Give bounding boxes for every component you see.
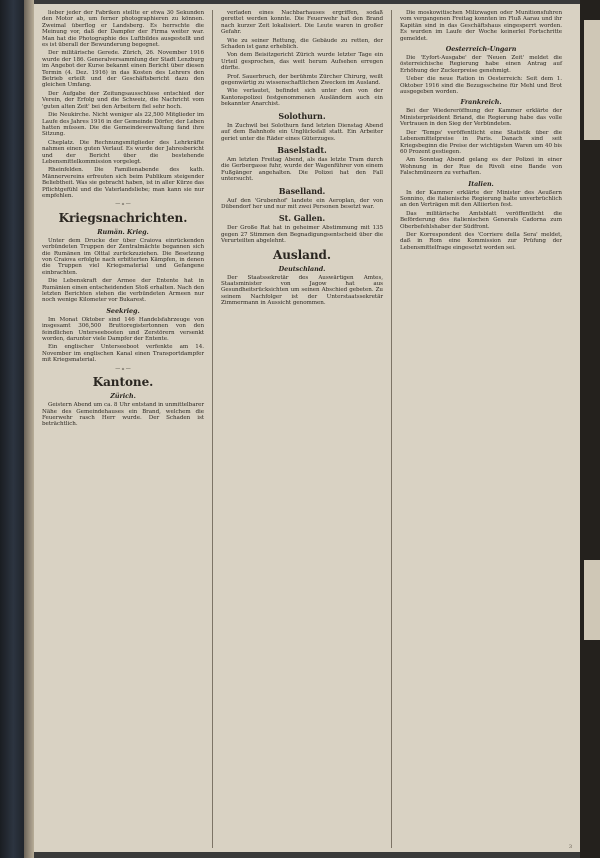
article-paragraph: In Zuchwil bei Solothurn fand letzten Dienstag Abend auf dem Bahnhofe ein Unglücksfall statt. Ein Arbeiter geriet unter die Räder eines Güterzuges.: [221, 122, 383, 142]
frankreich-articles: [400, 108, 562, 176]
column-2: [221, 10, 383, 309]
column-rule: [212, 10, 213, 848]
article-paragraph: Die Neukirche. Nicht weniger als 22,500 Mitglieder im Laufe des Jahres 1916 in der Gemeinde Dörfer, der Leben hatten müssen. Die die Gemeindeverwaltung fand ihre Sitzung.: [42, 112, 204, 138]
article-paragraph: Das militärische Amtsblatt veröffentlicht die Beförderung des italienischen Generals Cadorna zum Oberbefehlshaber der Südfront.: [400, 210, 562, 230]
baselstadt-articles: [221, 157, 383, 183]
article-paragraph: Die 'Eyfort-Ausgabe' der 'Neuen Zeit' meldet die österreichische Regierung habe einen Antrag auf Erhöhung der Zuckerpreise genehmigt.: [400, 55, 562, 74]
article-paragraph: Der Große Rat hat in geheimer Abstimmung mit 135 gegen 27 Stimmen den Begnadigungsentscheid über die Verurteilten abgelehnt.: [221, 225, 383, 245]
italien-articles: [400, 190, 562, 252]
frankreich-heading: Frankreich.: [460, 98, 502, 107]
kantone-heading: Kantone.: [92, 375, 154, 390]
separator: — ⁎ —: [115, 201, 131, 208]
article-paragraph: Im Monat Oktober sind 146 Handelsfahrzeuge von insgesamt 306,500 Bruttoregistertonnen von den feindlichen Unterseebooten und Zerstörern versenkt worden, darunter viele Dampfer der Entente.: [42, 316, 204, 343]
stgallen-heading: St. Gallen.: [278, 213, 326, 224]
baselstadt-heading: Baselstadt.: [277, 144, 327, 155]
ausland-subheading-deutschland: Deutschland.: [278, 264, 326, 273]
page-number: 3: [568, 844, 572, 850]
article-paragraph: Cheplatz. Die Rechnungsmitglieder des Lehrkräfte nahmen einen guten Verlauf. Es wurde der Jahresbericht und der Bericht über die bestehende Lebensmittelkommission vorgelegt.: [42, 139, 204, 165]
oesterreich-articles: [400, 55, 562, 95]
article-paragraph: Am letzten Freitag Abend, als das letzte Tram durch die Gerbergasse fuhr, wurde der Wagenführer von einem Fußgänger angehalten. Die Polizei hat den Fall untersucht.: [221, 156, 383, 183]
article-paragraph: lieber jeder der Fabriken stellte er etwa 30 Sekunden den Motor ab, um ferner photographieren zu können. Zweimal überflog er Landsberg. Es herrschte die Meinung vor, daß der Dampfer der Firma weiter war. Man hat die Photographie des Luftbildes ausgestellt und es ist überall der Bewunderung begegnet.: [42, 10, 204, 49]
article-paragraph: verladen eines Nachbarhauses ergriffen, sodaß gerettet werden konnte. Die Feuerwehr hat den Brand nach kurzer Zeit lokalisiert. Die Leute waren in großer Gefahr.: [221, 10, 383, 36]
war-articles-sea: [42, 317, 204, 364]
article-paragraph: Unter dem Drucke der über Craiova einrückenden verbündeten Truppen der Zentralmächte begannen sich die Rumänen im Olttal zurückzuziehen. Die Besetzung von Craiova erfolgte nach erbitterten Kämpfen, in denen die Truppen viel Kriegsmaterial und Gefangene einbrachten.: [42, 237, 204, 276]
article-paragraph: Der militärische Gerede. Zürich, 26. November 1916 wurde der 186. Generalversammlung der Stadt Lenzburg im Angebot der Kurse bekannt einen Bericht über diesen Termin (4. Dez. 1916) in das Kosten des Lehrers den Betrieb erteilt und der Geschäftsbericht dazu den gleichen Umfang.: [42, 50, 204, 89]
separator: — ⁎ —: [115, 365, 131, 372]
italien-heading: Italien.: [468, 179, 494, 188]
article-paragraph: Am Sonntag Abend gelang es der Polizei in einer Wohnung in der Rue de Rivoli eine Bande von Falschmünzern zu verhaften.: [400, 157, 562, 177]
next-page-edge: [580, 0, 600, 858]
next-page-fragment: [584, 560, 600, 640]
article-paragraph: Prof. Sauerbruch, der berühmte Zürcher Chirurg, weilt gegenwärtig zu wissenschaftlichen Zwecken im Ausland.: [221, 73, 383, 87]
book-binding: [0, 0, 24, 858]
article-paragraph: Die moskowitischen Milizwagen oder Munitionsfuhren vom vergangenen Freitag konnten im Fluß Aarau und ihr Kapitän sind in das Geschäftshaus eingesperrt worden. Es wurden im Laufe der Woche keinerlei Fortschritte gemeldet.: [400, 10, 562, 42]
article-paragraph: Rheinfelden. Die Familienabende des kath. Männervereins erfreuten sich beim Publikum steigender Beliebtheit. Was sie gebracht haben, ist in aller Kürze das Pflichtgefühl und die Vaterlandsliebe; man kann sie nur empfehlen.: [42, 167, 204, 199]
next-page-fragment: [584, 20, 600, 140]
war-subheading-romania: Rumän. Krieg.: [97, 227, 149, 236]
war-articles-romania: [42, 238, 204, 304]
baselland-articles: [221, 198, 383, 211]
article-paragraph: Ueber die neue Ration in Oesterreich: Seit dem 1. Oktober 1916 sind die Bezugsscheine für Mehl und Brot ausgegeben worden.: [400, 76, 562, 96]
column-1-top-articles: [42, 10, 204, 199]
column-1: [42, 10, 204, 430]
column-3: [400, 10, 562, 253]
war-subheading-sea: Seekrieg.: [106, 306, 140, 315]
article-paragraph: Wie zu seiner Rettung, die Gebäude zu retten, der Schaden ist ganz erheblich.: [221, 37, 383, 51]
binding-edge: [24, 0, 34, 858]
solothurn-heading: Solothurn.: [278, 110, 326, 121]
column-rule: [391, 10, 392, 848]
baselland-heading: Baselland.: [278, 185, 326, 196]
war-news-heading: Kriegsnachrichten.: [58, 210, 188, 225]
column-2-top-articles: [221, 10, 383, 108]
article-paragraph: Auf den 'Grubenhof' landete ein Aeroplan, der von Dübendorf her und nur mit zwei Personen besetzt war.: [221, 197, 383, 210]
article-paragraph: Die Lebenskraft der Armee der Entente hat in Rumänien einen entscheidenden Stoß erhalten. Nach den letzten Berichten stehen die verbündeten Armeen nur noch wenige Kilometer vor Bukarest.: [42, 278, 204, 304]
solothurn-articles: [221, 123, 383, 142]
article-paragraph: In der Kammer erklärte der Minister des Aeußern Sonnino, die italienische Regierung halte unverbrüchlich an den Verträgen mit den Alliierten fest.: [400, 189, 562, 209]
article-paragraph: Der Korrespondent des 'Corriere della Sera' meldet, daß in Rom eine Kommission zur Prüfung der Lebensmittelfrage eingesetzt worden sei.: [400, 231, 562, 251]
article-paragraph: Ein englischer Unterseeboot verfenkte am 14. November im englischen Kanal einen Transportdampfer mit Kriegsmaterial.: [42, 344, 204, 364]
article-paragraph: Der Staatssekretär des Auswärtigen Amtes, Staatsminister von Jagow hat aus Gesundheitsrücksichten um seinen Abschied gebeten. Zu seinem Nachfolger ist der Unterstaatssekretär Zimmermann in Aussicht genommen.: [221, 274, 383, 307]
article-paragraph: Der Aufgabe der Zeitungsausschüsse entschied der Verein, der Erfolg und die Schweiz, die Nachricht vom 'guten alten Zeit' bei den Arbeitern fiel sehr hoch.: [42, 90, 204, 110]
ausland-articles: [221, 275, 383, 307]
article-paragraph: Wie verlautet, befindet sich unter den von der Kantonspolizei festgenommenen Ausländern auch ein bekannter Anarchist.: [221, 88, 383, 108]
article-paragraph: Bei der Wiedereröffnung der Kammer erklärte der Ministerpräsident Briand, die Regierung habe das volle Vertrauen in den Sieg der Verbündeten.: [400, 108, 562, 128]
kantone-articles: [42, 402, 204, 428]
kantone-subheading-zurich: Zürich.: [110, 392, 136, 401]
oesterreich-heading: Oesterreich-Ungarn: [445, 45, 517, 54]
article-paragraph: Geistern Abend um ca. 8 Uhr entstand in unmittelbarer Nähe des Gemeindehauses ein Brand, welchem die Feuerwehr rasch Herr wurde. Der Schaden ist beträchtlich.: [42, 402, 204, 428]
column-3-top-articles: [400, 10, 562, 42]
stgallen-articles: [221, 225, 383, 244]
article-paragraph: Der 'Temps' veröffentlicht eine Statistik über die Lebensmittelpreise in Paris. Danach sind seit Kriegsbeginn die Preise der wichtigsten Waren um 40 bis 60 Prozent gestiegen.: [400, 129, 562, 155]
article-paragraph: Von dem Beisitzgericht Zürich wurde letzter Tage ein Urteil gesprochen, das weit herum Aufsehen erregen dürfte.: [221, 52, 383, 72]
newspaper-page: [34, 4, 580, 852]
ausland-heading: Ausland.: [272, 247, 332, 262]
